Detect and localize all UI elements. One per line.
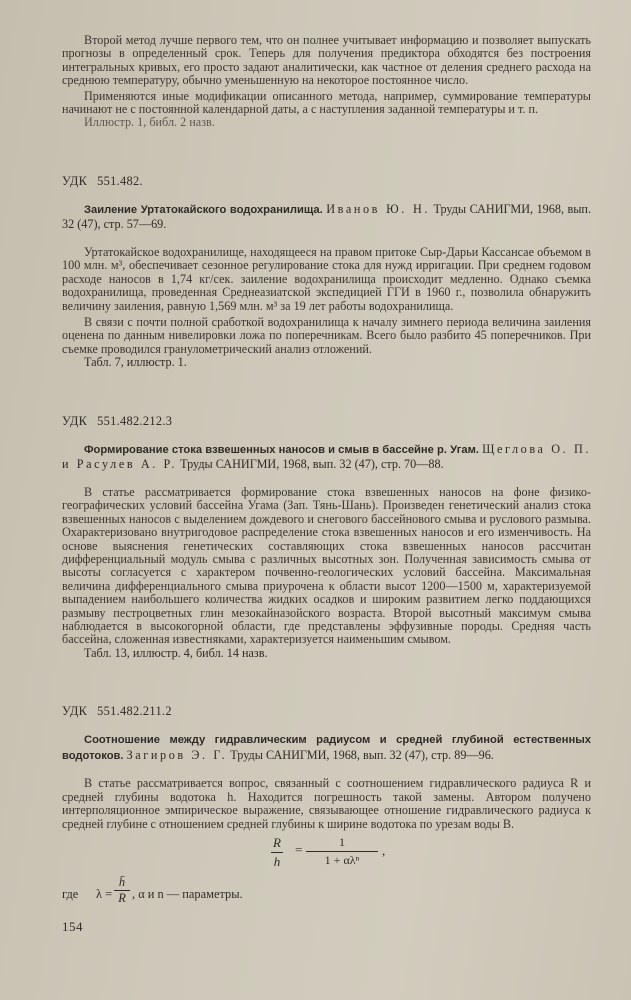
formula-rhs-den: 1 + αλⁿ — [324, 852, 360, 867]
udk-label: УДК — [62, 704, 88, 719]
formula-equals: = — [295, 841, 303, 857]
formula-rhs-num: 1 — [339, 834, 345, 849]
abstract-title — [62, 202, 591, 232]
lead-refs: Иллюстр. 1, библ. 2 назв. — [84, 115, 215, 130]
abstract-title — [62, 732, 591, 763]
author: Иванов Ю. Н. — [326, 201, 430, 216]
formula-lhs-den: h — [273, 853, 281, 869]
udk-number: 551.482.212.3 — [97, 413, 173, 428]
source: Труды САНИГМИ, 1968, вып. 32 (47), стр. 70—88. — [180, 457, 444, 472]
lead-paragraph-1: Второй метод лучше первого тем, что он полнее учитывает информацию и позволяет выпускать прогнозы в определенный срок. Теперь для получения предиктора обходятся без построения интегральных кривых, его просто задают аналитически, как частное от деления среднего расхода на среднюю температуру, обычно уменьшенную на некоторое постоянное число. — [62, 33, 591, 88]
udk-line — [62, 704, 591, 718]
where-lambda: λ = — [96, 886, 113, 901]
udk-label: УДК — [62, 173, 88, 188]
udk-label: УДК — [62, 413, 88, 428]
abstract-2 — [62, 414, 591, 660]
abstract-1 — [62, 174, 591, 370]
formula — [62, 831, 591, 875]
formula-lhs-num: R — [273, 834, 281, 850]
author: Щеглова О. П. и Расулев А. Р. — [62, 441, 592, 472]
abstract-paragraph: В статье рассматривается вопрос, связанный с соотношением гидравлического радиуса R и средней глубины водотока h. Находится погрешность такой замены. Автором получено интерполяционное эмпирическое выражение, связывающее отношение гидравлического радиуса к средней глубине с отношением средней глубины к ширине водотока по урезам воды B. — [62, 776, 591, 831]
abstract-paragraph: В статье рассматривается формирование стока взвешенных наносов на фоне физико-географических условий бассейна Угама (Зап. Тянь-Шань). Произведен генетический анализ стока взвешенных наносов с выделением дождевого и снегового бассейнового смыва и руслового размыва. Охарактеризовано внутригодовое распределение стока взвешенных наносов и его изменчивость. На основе выяснения генетических составляющих стока взвешенных наносов рассчитан дифференциальный модуль смыва с различных высотных зон. Полученная зависимость смыва от высоты согласуется с характером почвенно-геологических условий бассейна. Максимальная величина дифференциального смыва приурочена к области высот 1200—1500 м, характеризуемой выпадением наибольшего количества жидких осадков и широким развитием легко поддающихся размыву пестроцветных глин мезокайназойского возраста. Второй высотный максимум смыва наблюдается в высокогорной области, где представлены эффузивные породы. Средняя часть бассейна, сложенная известняками, характеризуется наименьшим смывом. — [62, 484, 591, 647]
lead-section — [62, 34, 591, 130]
where-frac-den: R — [118, 890, 126, 905]
title-bold: Заиление Уртатокайского водохранилища. — [84, 203, 323, 216]
source: Труды САНИГМИ, 1968, вып. 32 (47), стр. 57—69. — [62, 201, 591, 232]
udk-line — [62, 174, 591, 188]
fraction-bar — [306, 851, 378, 852]
title-bold: Формирование стока взвешенных наносов и смыв в бассейне р. Угам. — [84, 443, 479, 456]
udk-line — [62, 414, 591, 428]
where-fraction — [114, 875, 130, 906]
abstract-refs: Табл. 13, иллюстр. 4, библ. 14 назв. — [84, 645, 268, 660]
source: Труды САНИГМИ, 1968, вып. 32 (47), стр. 89—96. — [230, 747, 494, 762]
fraction-bar — [271, 852, 283, 853]
page-number: 154 — [62, 918, 83, 934]
where-prefix: где — [62, 886, 79, 901]
formula-where-line — [62, 875, 591, 905]
where-frac-num: h̄ — [118, 874, 126, 889]
formula-rhs — [306, 835, 378, 868]
udk-number: 551.482.211.2 — [97, 704, 172, 719]
title-bold: Соотношение между гидравлическим радиусом и средней глубиной естественных водотоков. — [62, 734, 591, 762]
abstract-3 — [62, 704, 591, 905]
abstract-title — [62, 442, 591, 472]
abstract-paragraph: Уртатокайское водохранилище, находящееся на правом притоке Сыр-Дарьи Кассансае объемом в 100 млн. м³, обеспечивает сезонное регулирование стока для нужд ирригации. При среднем годовом расходе наносов в 1,74 кг/сек. заиление водохранилища происходит медленно. Однако съемка водохранилища, проведенная Среднеазиатской экспедицией ГГИ в 1960 г., позволила обнаружить величину заиления, равную 1,569 млн. м³ за 19 лет работы водохранилища. — [62, 245, 591, 313]
where-suffix: , α и n — параметры. — [132, 886, 243, 901]
author: Загиров Э. Г. — [126, 747, 228, 762]
udk-number: 551.482. — [97, 173, 143, 188]
abstract-refs: Табл. 7, иллюстр. 1. — [84, 355, 187, 370]
formula-trail: , — [382, 842, 386, 858]
lead-paragraph-2: Применяются иные модификации описанного метода, например, суммирование температуры начинают не с постоянной календарной даты, а с наступления заданной температуры и т. п. — [62, 88, 591, 117]
formula-lhs — [271, 835, 283, 870]
abstract-paragraph: В связи с почти полной сработкой водохранилища к началу зимнего периода величина заиления оценена по данным нивелировки ложа по поперечникам. Всего было разбито 45 поперечников. При съемке проводился гранулометрический анализ отложений. — [62, 315, 591, 356]
